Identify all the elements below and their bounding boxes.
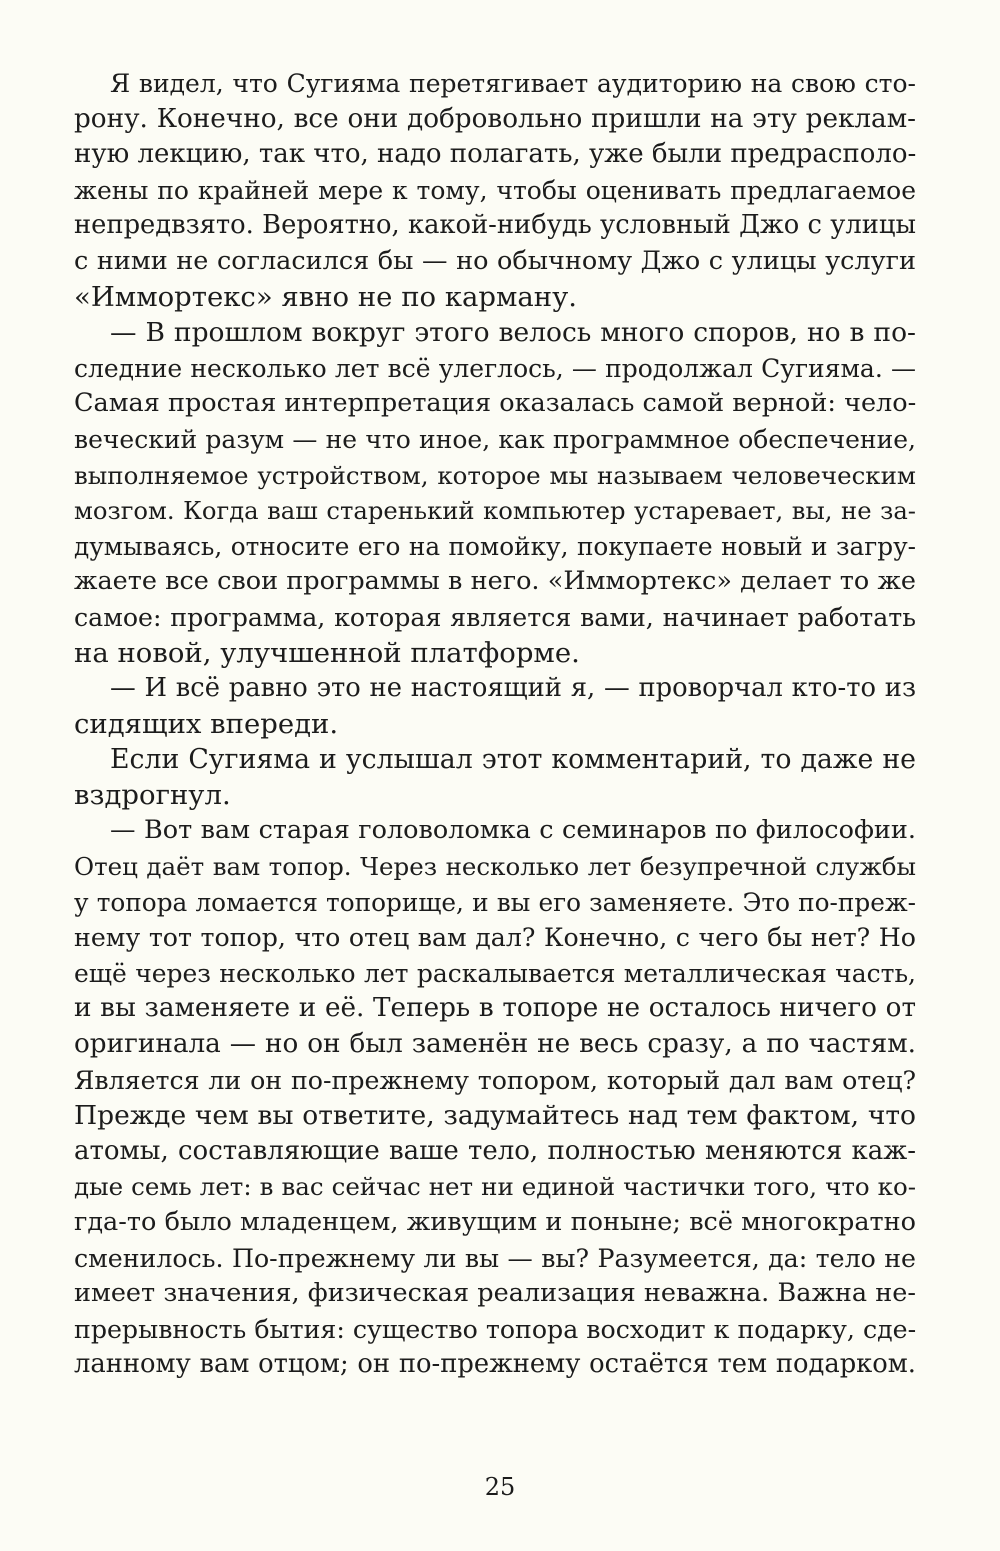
text-line: оригинала — но он был заменён не весь сразу, а по частям.	[74, 1029, 916, 1060]
text-line: сменилось. По-прежнему ли вы — вы? Разумеется, да: тело не	[74, 1243, 916, 1273]
text-line: дые семь лет: в вас сейчас нет ни единой частички того, что ко-	[74, 1172, 916, 1202]
text-line: самое: программа, которая является вами, начинает работать	[74, 602, 916, 632]
text-line: прерывность бытия: существо топора восходит к подарку, сде-	[74, 1314, 916, 1344]
text-line: ланному вам отцом; он по-прежнему остаётся тем подарком.	[74, 1349, 916, 1380]
text-line: вздрогнул.	[74, 778, 231, 811]
text-line: Прежде чем вы ответите, задумайтесь над тем фактом, что	[74, 1100, 916, 1132]
text-line: Является ли он по-прежнему топором, который дал вам отец?	[74, 1065, 916, 1095]
text-line: жены по крайней мере к тому, чтобы оценивать предлагаемое	[74, 175, 916, 205]
text-line: веческий разум — не что иное, как программное обеспечение,	[74, 424, 916, 454]
text-line: имеет значения, физическая реализация неважна. Важна не-	[74, 1278, 916, 1309]
text-line: рону. Конечно, все они добровольно пришли на эту реклам-	[74, 103, 916, 134]
text-line: «Иммортекс» явно не по карману.	[74, 280, 578, 313]
text-line: думываясь, относите его на помойку, покупаете новый и загру-	[74, 531, 916, 561]
text-line: и вы заменяете и её. Теперь в топоре не осталось ничего от	[74, 993, 916, 1024]
text-line: — И всё равно это не настоящий я, — проворчал кто-то из	[110, 673, 916, 704]
text-line: сидящих впереди.	[74, 707, 339, 740]
text-line: ещё через несколько лет раскалывается металлическая часть,	[74, 958, 916, 988]
text-line: следние несколько лет всё улеглось, — продолжал Сугияма. —	[74, 353, 916, 383]
text-line: атомы, составляющие ваше тело, полностью меняются каж-	[74, 1135, 916, 1166]
text-line: мозгом. Когда ваш старенький компьютер устаревает, вы, не за-	[74, 496, 916, 526]
text-line: — Вот вам старая головоломка с семинаров по философии.	[110, 815, 916, 846]
text-line: непредвзято. Вероятно, какой-нибудь условный Джо с улицы	[74, 210, 916, 241]
text-line: с ними не согласился бы — но обычному Джо с улицы услуги	[74, 245, 916, 276]
text-line: Если Сугияма и услышал этот комментарий, то даже не	[110, 744, 916, 776]
text-line: Я видел, что Сугияма перетягивает аудиторию на свою сто-	[110, 69, 916, 98]
text-line: ную лекцию, так что, надо полагать, уже были предрасполо-	[74, 139, 916, 170]
body-text	[74, 66, 916, 1383]
text-line: Самая простая интерпретация оказалась самой верной: чело-	[74, 388, 916, 419]
text-line: жаете все свои программы в него. «Иммортекс» делает то же	[74, 566, 916, 597]
text-line: выполняемое устройством, которое мы называем человеческим	[74, 460, 916, 490]
text-line: — В прошлом вокруг этого велось много споров, но в по-	[110, 317, 916, 349]
text-line: на новой, улучшенной платформе.	[74, 636, 580, 669]
text-line: Отец даёт вам топор. Через несколько лет безупречной службы	[74, 852, 916, 882]
text-line: нему тот топор, что отец вам дал? Конечно, с чего бы нет? Но	[74, 923, 916, 953]
text-line: гда-то было младенцем, живущим и поныне; всё многократно	[74, 1207, 916, 1237]
text-line: у топора ломается топорище, и вы его заменяете. Это по-преж-	[74, 887, 916, 917]
page-number: 25	[484, 1473, 516, 1501]
